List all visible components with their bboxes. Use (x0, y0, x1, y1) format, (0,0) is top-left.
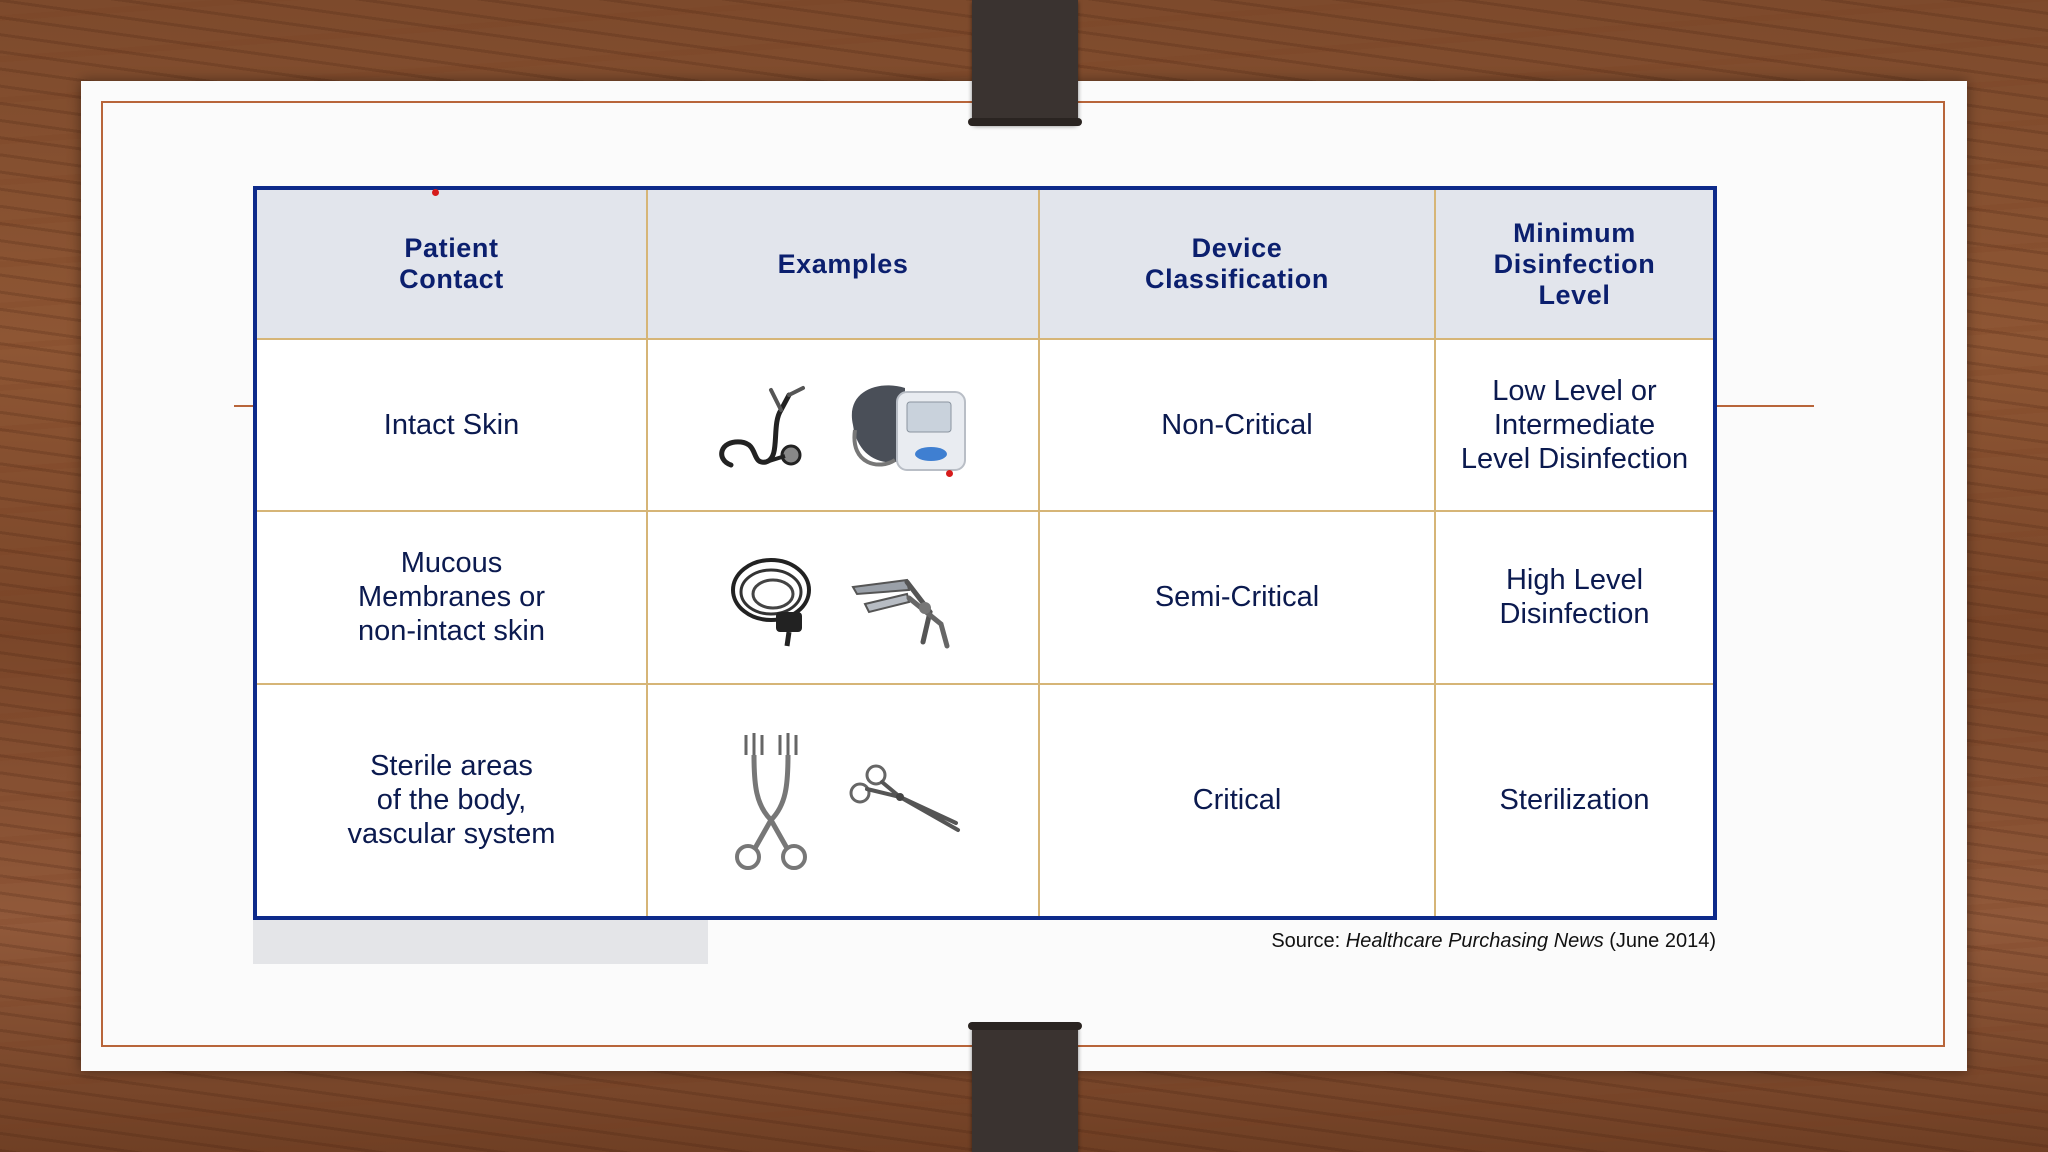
cell-patient-contact: Mucous Membranes or non-intact skin (257, 511, 647, 683)
cell-disinfection-level: Low Level or Intermediate Level Disinfection (1435, 339, 1713, 511)
cell-disinfection-level: High Level Disinfection (1435, 511, 1713, 683)
cell-device-classification: Critical (1039, 684, 1435, 916)
cell-device-classification: Semi-Critical (1039, 511, 1435, 683)
binder-clip-bottom (972, 1024, 1078, 1152)
header-examples: Examples (647, 190, 1039, 339)
divider-left (234, 405, 254, 407)
retractor-icon (716, 725, 826, 875)
blood-pressure-monitor-icon (835, 370, 975, 480)
speculum-icon (845, 542, 965, 652)
divider-right (1716, 405, 1814, 407)
header-minimum-disinfection-level: Minimum Disinfection Level (1435, 190, 1713, 339)
laser-pointer-dot (432, 189, 439, 196)
laser-pointer-dot (946, 470, 953, 477)
binder-clip-top (972, 0, 1078, 124)
table-row (257, 684, 1713, 916)
header-device-classification: Device Classification (1039, 190, 1435, 339)
source-date: (June 2014) (1603, 930, 1716, 952)
forceps-icon (840, 745, 970, 855)
cell-examples (647, 511, 1039, 683)
endoscope-icon (721, 542, 831, 652)
stethoscope-icon (711, 370, 821, 480)
cell-disinfection-level: Sterilization (1435, 684, 1713, 916)
table-row (257, 339, 1713, 511)
header-patient-contact: Patient Contact (257, 190, 647, 339)
table-header-row (257, 190, 1713, 339)
cell-patient-contact: Intact Skin (257, 339, 647, 511)
disinfection-table (253, 186, 1717, 920)
table-row (257, 511, 1713, 683)
source-publication: Healthcare Purchasing News (1345, 930, 1604, 952)
cell-examples (647, 684, 1039, 916)
source-gray-bar (253, 920, 708, 964)
cell-patient-contact: Sterile areas of the body, vascular system (257, 684, 647, 916)
cell-device-classification: Non-Critical (1039, 339, 1435, 511)
cell-examples (647, 339, 1039, 511)
source-prefix: Source: (1271, 930, 1346, 952)
source-citation (1271, 930, 1716, 953)
